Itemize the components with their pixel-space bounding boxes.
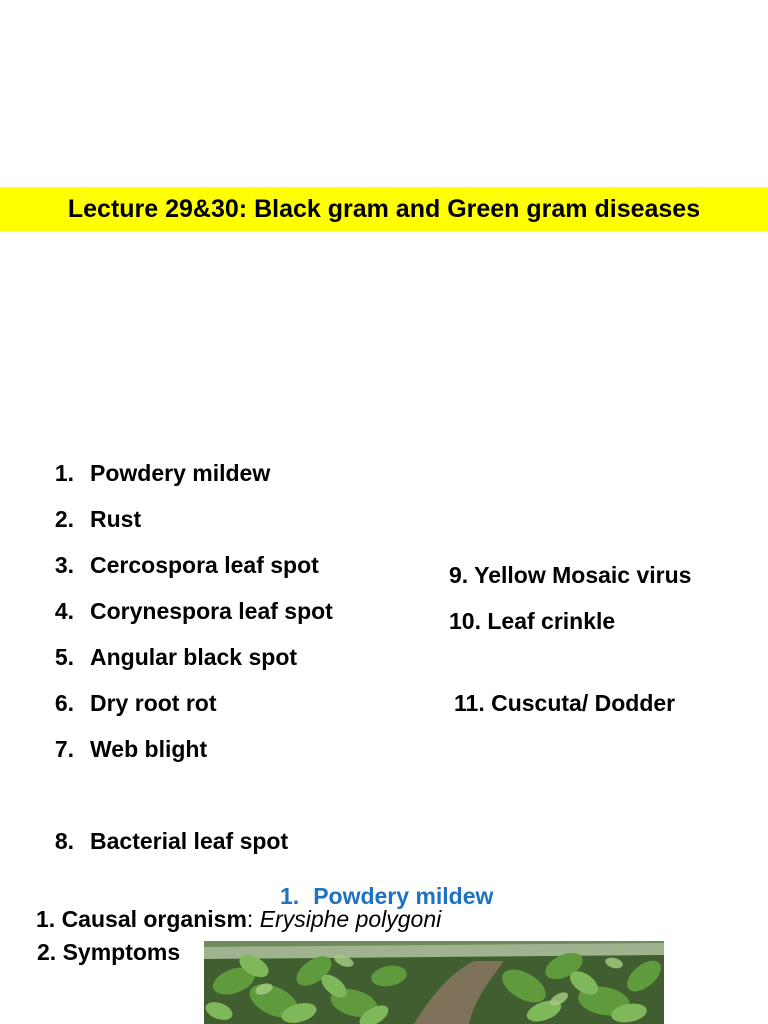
list-item-number: 2. [54, 506, 74, 532]
list-item-label: Rust [90, 506, 142, 532]
list-item [54, 506, 142, 533]
lecture-title: Lecture 29&30: Black gram and Green gram diseases [67, 194, 701, 223]
causal-organism-value: Erysiphe polygoni [259, 906, 442, 932]
list-item [54, 828, 289, 855]
crop-field-photo [204, 941, 664, 1024]
lecture-title-banner [0, 187, 768, 231]
causal-organism-line [36, 906, 441, 933]
list-item [54, 644, 298, 671]
list-item-number: 5. [54, 644, 74, 670]
section-title: Powdery mildew [313, 883, 494, 909]
list-item [54, 736, 208, 763]
list-item-cuscuta: 11. Cuscuta/ Dodder [454, 690, 676, 716]
list-item-number: 6. [54, 690, 74, 716]
list-item-number: 4. [54, 598, 74, 624]
section-number: 1. [280, 883, 300, 909]
list-item-yellow-mosaic: 9. Yellow Mosaic virus [449, 562, 692, 588]
list-item-label: Dry root rot [90, 690, 217, 716]
list-item-number: 3. [54, 552, 74, 578]
list-item-label: Bacterial leaf spot [90, 828, 289, 854]
causal-separator: : [246, 906, 254, 932]
list-item-label: Web blight [90, 736, 208, 762]
list-item-number: 8. [54, 828, 74, 854]
list-item-label: Corynespora leaf spot [90, 598, 333, 624]
list-item-leaf-crinkle: 10. Leaf crinkle [449, 608, 616, 634]
causal-organism-label: 1. Causal organism [36, 906, 247, 932]
list-item [54, 598, 333, 625]
symptoms-label: 2. Symptoms [37, 939, 181, 965]
list-item-number: 1. [54, 460, 74, 486]
list-item-label: Cercospora leaf spot [90, 552, 319, 578]
list-item [54, 552, 319, 579]
list-item [54, 690, 217, 717]
list-item [54, 460, 271, 487]
leaf-image-icon [204, 941, 664, 1024]
list-item-label: Powdery mildew [90, 460, 271, 486]
list-item-label: Angular black spot [90, 644, 298, 670]
list-item-number: 7. [54, 736, 74, 762]
